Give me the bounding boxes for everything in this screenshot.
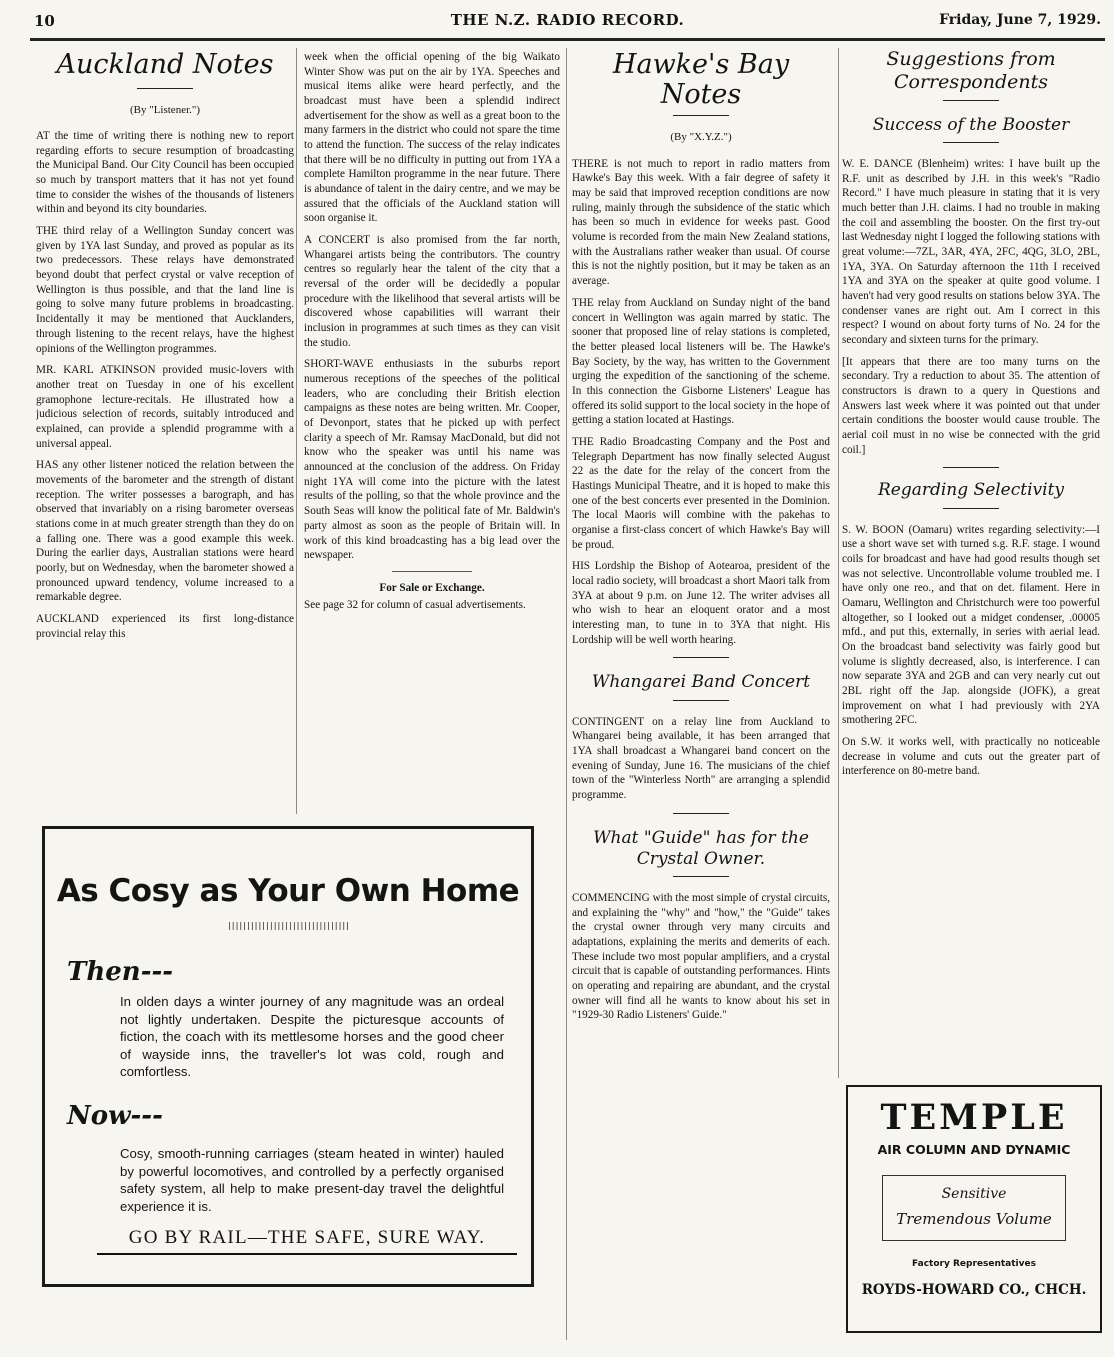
suggestion-letter: On S.W. it works well, with practically no noticeable decrease in volume and cuts out the greater part of interference on 80-metre band. [842, 735, 1100, 778]
for-sale-heading: For Sale or Exchange. [379, 581, 485, 594]
hawkes-bay-byline: (By "X.Y.Z.") [670, 131, 732, 144]
hawkes-paragraph: THE relay from Auckland on Sunday night of the band concert in Wellington was again marred by static. The sooner that proposed line of relay stations is completed, the better pleased local listeners will be. The Hawke's Bay Society, by the way, has written to the Government urging the expedition of the sanctioning of the scheme. In this connection the Gisborne Listeners' League has offered its solid support to the local society in the hope of getting a station located at Hastings. [572, 296, 830, 427]
whangarei-title: Whangarei Band Concert [591, 672, 811, 693]
title-rule [673, 876, 729, 877]
page-number: 10 [34, 12, 55, 30]
guide-title-line: What "Guide" has for the [593, 827, 809, 848]
temple-company: ROYDS-HOWARD CO., CHCH. [861, 1282, 1087, 1298]
column-divider [838, 48, 839, 1078]
hawkes-paragraph: THERE is not much to report in radio matters from Hawke's Bay this week. With a fair degree of safety it may be said that improved reception conditions are now ruling, mainly through the subsidence of the static which has been so much in evidence for weeks past. Good volume is recorded from the main New Zealand stations, with the Australians rather weaker than usual. Of course this is not the nightly position, but it may be taken as an average. [572, 157, 830, 288]
temple-advertisement [846, 1085, 1102, 1333]
masthead [30, 8, 1105, 41]
hawkes-bay-title [572, 50, 830, 109]
railway-advertisement [42, 826, 534, 1287]
auckland-paragraph: A CONCERT is also promised from the far north, Whangarei artists being the contributors. The country centres so regularly hear the talent of the city that a reversal of the order will be decidedly a popular procedure with the likelihood that several artists will be discovered whose capabilities will warrant their inclusion in programmes at such times as they can visit the studio. [304, 234, 560, 349]
auckland-paragraph: AT the time of writing there is nothing new to report regarding efforts to secure resumption of broadcasting the Municipal Band. Our City Council has been occupied so much by transport matters that it has not yet found time to consider the wishes of the thousands of listeners within and beyond its city boundaries. [36, 130, 294, 216]
suggestion-letter: S. W. BOON (Oamaru) writes regarding selectivity:—I use a short wave set with turned s.g. R.F. stage. I wound coils for broadcast and have had good results though set was not selective. Uncontrollable volume troubled me. I have only one reo., and that on det. filament. Here in Oamaru, Wellington and Christchurch were too powerful altogether, so I looked out a midget condenser, .00005 mfd., and put this, externally, in series with aerial lead. On the broadcast band selectivity was fairly good but volume is slightly decreased, also, is interference. I can now separate 3YA and 2GB and can very nearly cut out 2BL right off the Jap. alongside (JOFK), a great improvement on what I had previously with 2YA smothering 2FC. [842, 523, 1100, 727]
section-rule [673, 657, 729, 658]
auckland-paragraph: week when the official opening of the big Waikato Winter Show was put on the air by 1YA. Speeches and musical items alike were heard perfectly, and the broadcast must have been a splendid indirect advertisement for the show as well as a great boon to the many farmers in the district who could not spare the time to attend the function. The success of the relay indicates that there will be no difficulty in putting out from 1YA a complete Hamilton programme in the near future. There is abundance of talent in the dairy centre, and we may be assured that the officials of the Auckland station will soon organise it. [304, 51, 560, 225]
auckland-notes-article [36, 50, 294, 815]
booster-subheading: Success of the Booster [872, 114, 1070, 135]
temple-reps-label: Factory Representatives [912, 1259, 1036, 1269]
rail-ad-ornament: |||||||||||||||||||||||||||||||| [226, 921, 350, 930]
auckland-title: Auckland Notes [56, 50, 274, 80]
suggestion-letter: W. E. DANCE (Blenheim) writes: I have built up the R.F. unit as described by J.H. in this week's "Radio Record." I have much pleasure in stating that it is very much better than J.H. claims. I had no trouble in making the coil and assembling the booster. On the first try-out last Wednesday night I logged the following stations with great volume:—7ZL, 3AR, 4YA, 2FC, 4QG, 3LO, 2BL, 1YA, 3YA. On Saturday afternoon the 11th I received 1YA and 3YA on the speaker at quite good volume. I haven't had very good results on stations below 3YA. The condenser vanes are right out. Am I correct in this respect? I wound on about forty turns of No. 24 for the secondary and sixteen turns for the primary. [842, 157, 1100, 346]
auckland-notes-continued [304, 50, 560, 820]
for-sale-text: See page 32 for column of casual advertisements. [304, 598, 526, 611]
rail-ad-now-label: Now--- [67, 1101, 163, 1131]
hawkes-bay-title-line: Hawke's Bay [612, 50, 790, 80]
selectivity-subheading: Regarding Selectivity [877, 480, 1065, 501]
hawkes-paragraph: THE Radio Broadcasting Company and the Post and Telegraph Department has now finally selected August 22 as the date for the relay of the concert from the Hastings Municipal Theatre, and it is hoped to make this one of the best concerts ever presented in the Dominion. The local Maoris will combine with the pakehas to organise a first-class concert of which Hawke's Bay will be proud. [572, 435, 830, 551]
temple-subtitle: AIR COLUMN AND DYNAMIC [877, 1142, 1071, 1157]
column-divider [566, 48, 567, 1340]
section-rule [943, 467, 999, 468]
temple-feature-box [882, 1175, 1066, 1241]
title-rule [943, 100, 999, 101]
section-rule [392, 571, 472, 572]
hawkes-bay-column [572, 50, 830, 1345]
suggestions-title-line: Suggestions from [886, 48, 1056, 70]
section-rule [673, 813, 729, 814]
hawkes-bay-title-line: Notes [660, 78, 742, 110]
temple-brand: TEMPLE [880, 1097, 1068, 1138]
title-rule [673, 115, 729, 116]
guide-title-line: Crystal Owner. [636, 848, 766, 869]
column-divider [296, 48, 297, 814]
auckland-paragraph: THE third relay of a Wellington Sunday concert was given by 1YA last Sunday, and proved as popular as its two predecessors. These relays have demonstrated beyond doubt that perfect crystal or valve reception of Wellington is thus possible, and that the land line is going to solve many future problems in broadcasting. Incidentally it may be mentioned that Aucklanders, through listening to the recent relays, have the highest opinions of the Wellington programmes. [36, 225, 294, 355]
suggestions-title-line: Correspondents [893, 70, 1048, 93]
rail-ad-now-text: Cosy, smooth-running carriages (steam heated in winter) hauled by powerful locomotives, and controlled by a perfectly organised safety system, all help to make present-day travel the delightful experience it is. [120, 1146, 504, 1214]
title-rule [943, 508, 999, 509]
rail-ad-then-label: Then--- [67, 957, 174, 987]
title-rule [137, 88, 193, 89]
issue-date: Friday, June 7, 1929. [939, 12, 1101, 28]
suggestions-title [842, 48, 1100, 94]
auckland-paragraph: SHORT-WAVE enthusiasts in the suburbs report numerous receptions of the speeches of the political leaders, who are concluding their British election campaigns as these notes are being written. Mr. Cooper, of Devonport, states that he picked up with perfect clarity a speech of Mr. Ramsay MacDonald, but did not know who the speaker was until his name was announced at the conclusion of the address. On Friday night 1YA will come into the picture with the latest results of the polling, so that the whole province and the South Seas will know the political fate of Mr. Baldwin's party almost as soon as the people of Britain will. In work of this kind broadcasting has a big lead over the newspaper. [304, 358, 560, 562]
temple-feature-sensitive: Sensitive [941, 1186, 1007, 1202]
whangarei-paragraph: CONTINGENT on a relay line from Auckland to Whangarei being available, it has been arranged that 1YA shall broadcast a Whangarei band concert on the evening of Sunday, June 16. The musicians of the chief town of the "Winterless North" are arranging a splendid programme. [572, 715, 830, 801]
title-rule [673, 700, 729, 701]
rail-ad-then-text: In olden days a winter journey of any magnitude was an ordeal not lightly undertaken. Despite the picturesque accounts of fiction, the coach with its mettlesome horses and the good cheer of wayside inns, the traveller's lot was cold, rough and comfortless. [120, 994, 504, 1080]
auckland-paragraph: MR. KARL ATKINSON provided music-lovers with another treat on Tuesday in one of his excellent gramophone lecture-recitals. He illustrated how a judicious selection of records, suitably introduced and explained, can provide a splendid programme with a universal appeal. [36, 364, 294, 450]
auckland-paragraph: HAS any other listener noticed the relation between the movements of the barometer and the strength of distant reception. The writer possesses a barograph, and has observed that invariably on a rising barometer overseas stations come in at much greater strength than they do on a falling one. There was a good example this week. During the earlier days, Australian stations were heard poorly, but on Wednesday, when the barometer showed a pronounced upward tendency, volume increased to a remarkable degree. [36, 459, 294, 604]
publication-title: THE N.Z. RADIO RECORD. [450, 11, 685, 29]
rail-ad-slogan: GO BY RAIL—THE SAFE, SURE WAY. [97, 1227, 517, 1255]
auckland-paragraph: AUCKLAND experienced its first long-distance provincial relay this [36, 612, 294, 640]
guide-paragraph: COMMENCING with the most simple of crystal circuits, and explaining the "why" and "how," the "Guide" takes the crystal owner through very many circuits and adaptations, explaining the merits and demerits of each. These include two most popular amplifiers, and a crystal circuit that is capable of outstanding performances. Hints on operating and repairing are abundant, and the crystal owner will find all he wants to know about his set in "1929-30 Radio Listeners' Guide." [572, 892, 830, 1022]
auckland-byline: (By "Listener.") [129, 103, 201, 116]
hawkes-paragraph: HIS Lordship the Bishop of Aotearoa, president of the local radio society, will broadcast a short Maori talk from 3YA at about 9 p.m. on June 12. The writer advises all who wish to hear an eloquent orator and a most interesting man, to tune in to 3YA that night. His Lordship will be well worth hearing. [572, 560, 830, 646]
suggestions-column [842, 48, 1100, 1078]
title-rule [943, 142, 999, 143]
guide-title [572, 828, 830, 871]
rail-ad-headline: As Cosy as Your Own Home [56, 873, 520, 909]
editor-reply: [It appears that there are too many turns on the secondary. Try a reduction to about 35. The attention of constructors is drawn to a query in Questions and Answers last week where it was pointed out that under certain conditions the booster would cause trouble. The aerial coil must in no wise be connected with the grid coil.] [842, 355, 1100, 456]
temple-feature-volume: Tremendous Volume [896, 1210, 1052, 1228]
